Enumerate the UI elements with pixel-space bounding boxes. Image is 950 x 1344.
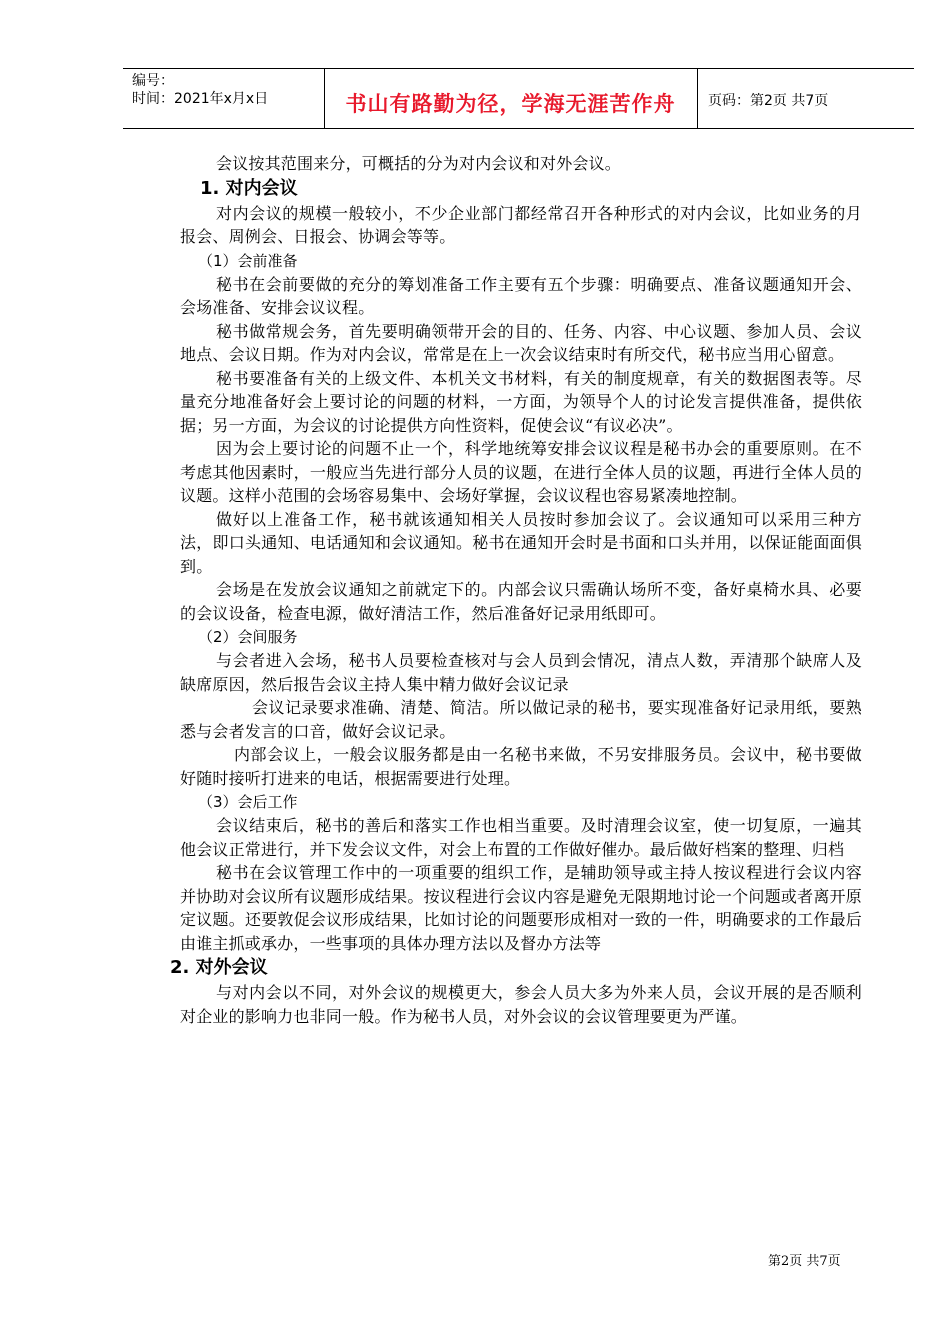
subsection-1-paragraph: 秘书在会前要做的充分的筹划准备工作主要有五个步骤：明确要点、准备议题通知开会、会场准备、安排会议议程。: [180, 274, 862, 317]
page-footer: 第2页 共7页: [768, 1254, 841, 1269]
subsection-1-paragraph: 秘书要准备有关的上级文件、本机关文书材料，有关的制度规章，有关的数据图表等。尽量充分地准备好会上要讨论的问题的材料，一方面，为领导个人的讨论发言提供准备，提供依据；另一方面，为会议的讨论提供方向性资料，促使会议“有议必决”。: [180, 368, 862, 435]
subsection-3-paragraph: 会议结束后，秘书的善后和落实工作也相当重要。及时清理会议室，使一切复原，一遍其他会议正常进行，并下发会议文件，对会上布置的工作做好催办。最后做好档案的整理、归档: [180, 816, 862, 859]
subsection-3-paragraph: 秘书在会议管理工作中的一项重要的组织工作，是辅助领导或主持人按议程进行会议内容并协助对会议所有议题形成结果。按议程进行会议内容是避免无限期地讨论一个问题或者离开原定议题。还要敦促会议形成结果，比如讨论的问题要形成相对一致的一件，明确要求的工作最后由谁主抓或承办，一些事项的具体办理方法以及督办方法等: [180, 863, 862, 953]
document-number-label: 编号：: [132, 73, 174, 89]
intro-paragraph: 会议按其范围来分，可概括的分为对内会议和对外会议。: [216, 154, 622, 173]
subsection-2-paragraph: 与会者进入会场，秘书人员要检查核对与会人员到会情况，清点人数，弄清那个缺席人及缺席原因，然后报告会议主持人集中精力做好会议记录: [180, 651, 862, 694]
header-bottom-rule: [123, 128, 914, 129]
subsection-1-paragraph: 会场是在发放会议通知之前就定下的。内部会议只需确认场所不变，备好桌椅水具、必要的会议设备，检查电源，做好清洁工作，然后准备好记录用纸即可。: [180, 580, 862, 623]
subsection-1-heading: （1）会前准备: [198, 251, 298, 270]
header-top-rule: [123, 68, 914, 69]
section-1-paragraph: 对内会议的规模一般较小，不少企业部门都经常召开各种形式的对内会议，比如业务的月报会、周例会、日报会、协调会等等。: [180, 203, 862, 246]
subsection-3-heading: （3）会后工作: [198, 793, 298, 811]
document-body: [170, 152, 862, 1028]
subsection-1-paragraph: 做好以上准备工作，秘书就该通知相关人员按时参加会议了。会议通知可以采用三种方法，即口头通知、电话通知和会议通知。秘书在通知开会时是书面和口头并用，以保证能面面俱到。: [180, 509, 862, 576]
header-motto: 书山有路勤为径，学海无涯苦作舟: [345, 92, 676, 116]
subsection-2-heading: （2）会间服务: [198, 628, 298, 646]
section-2-paragraph: 与对内会以不同，对外会议的规模更大，参会人员大多为外来人员，会议开展的是否顺利对企业的影响力也非同一般。作为秘书人员，对外会议的会议管理要更为严谨。: [180, 983, 862, 1026]
header-meta: [132, 72, 268, 108]
subsection-1-paragraph: 秘书做常规会务，首先要明确领带开会的目的、任务、内容、中心议题、参加人员、会议地点、会议日期。作为对内会议，常常是在上一次会议结束时有所交代，秘书应当用心留意。: [180, 321, 862, 364]
header-divider-2: [697, 68, 698, 129]
section-2-heading: 2. 对外会议: [170, 957, 268, 978]
subsection-2-paragraph: 会议记录要求准确、清楚、简洁。所以做记录的秘书，要实现准备好记录用纸，要熟悉与会者发言的口音，做好会议记录。: [180, 698, 862, 741]
subsection-1-paragraph: 因为会上要讨论的问题不止一个，科学地统筹安排会议议程是秘书办会的重要原则。在不考虑其他因素时，一般应当先进行部分人员的议题，在进行全体人员的议题，再进行全体人员的议题。这样小范围的会场容易集中、会场好掌握，会议议程也容易紧凑地控制。: [180, 439, 862, 505]
section-1-heading: 1. 对内会议: [200, 177, 298, 199]
subsection-2-paragraph: 内部会议上，一般会议服务都是由一名秘书来做，不另安排服务员。会议中，秘书要做好随时接听打进来的电话，根据需要进行处理。: [180, 745, 862, 788]
document-time-label: 时间：2021年x月x日: [132, 91, 269, 107]
header-page-info: 页码：第2页 共7页: [708, 93, 829, 109]
